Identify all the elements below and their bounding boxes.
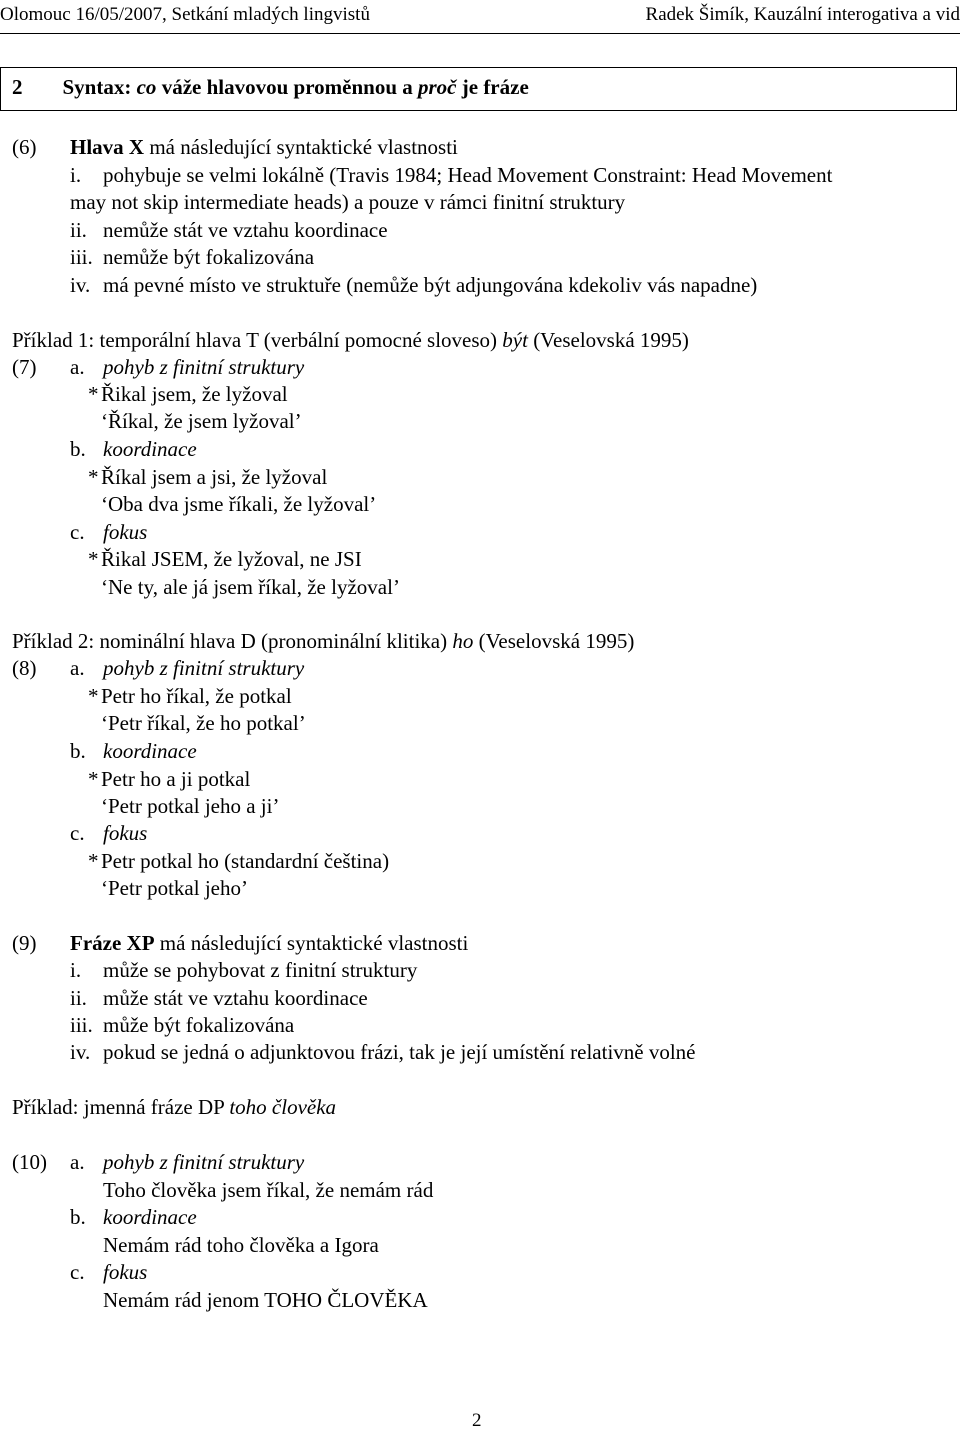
ex6-heading: Hlava X má následující syntaktické vlastnosti [70, 135, 458, 159]
section-number: 2 [12, 75, 23, 99]
example-number-10: (10) [12, 1150, 47, 1174]
example-intro-2: Příklad 2: nominální hlava D (pronominální klitika) ho (Veselovská 1995) [12, 629, 635, 653]
ex9-item-text: může být fokalizována [103, 1013, 295, 1037]
example-number-8: (8) [12, 656, 37, 680]
ex6-item-text: má pevné místo ve struktuře (nemůže být adjungována kdekoliv vás napadne) [103, 273, 758, 297]
section-heading: 2 Syntax: co váže hlavovou proměnnou a proč je fráze [12, 75, 529, 99]
ex8-b-paraphrase: ‘Petr potkal jeho a ji’ [101, 794, 280, 818]
ex8-c-paraphrase: ‘Petr potkal jeho’ [101, 876, 248, 900]
ex9-item-text: může se pohybovat z finitní struktury [103, 958, 418, 982]
ex10-a-label: a. [70, 1150, 85, 1174]
ex9-item-label: iv. [70, 1040, 91, 1064]
running-header-left: Olomouc 16/05/2007, Setkání mladých lingvistů [0, 4, 370, 25]
ex10-a-title: pohyb z finitní struktury [103, 1150, 305, 1174]
ex8-b-label: b. [70, 739, 86, 763]
ex6-item-text: may not skip intermediate heads) a pouze v rámci finitní struktury [70, 190, 626, 214]
ex7-c-ungrammatical: * Řikal JSEM, že lyžoval, ne JSI [88, 547, 362, 571]
ex8-a-ungrammatical: * Petr ho říkal, že potkal [88, 684, 292, 708]
ex10-c-sentence: Nemám rád jenom TOHO ČLOVĚKA [103, 1288, 428, 1312]
ex10-c-title: fokus [103, 1260, 148, 1284]
ex9-item-text: pokud se jedná o adjunktovou frázi, tak je její umístění relativně volné [103, 1040, 696, 1064]
ex8-b-title: koordinace [103, 739, 197, 763]
ex9-item-text: může stát ve vztahu koordinace [103, 986, 368, 1010]
ex10-c-label: c. [70, 1260, 85, 1284]
ex8-b-ungrammatical: * Petr ho a ji potkal [88, 767, 251, 791]
example-intro-1: Příklad 1: temporální hlava T (verbální pomocné sloveso) být (Veselovská 1995) [12, 328, 689, 352]
ex7-b-ungrammatical: * Říkal jsem a jsi, že lyžoval [88, 465, 328, 489]
ex6-item-text: nemůže být fokalizována [103, 245, 315, 269]
ex7-a-ungrammatical: * Řikal jsem, že lyžoval [88, 382, 288, 406]
ex10-a-sentence: Toho člověka jsem říkal, že nemám rád [103, 1178, 434, 1202]
header-rule [0, 33, 960, 34]
ex7-c-title: fokus [103, 520, 148, 544]
ex10-b-title: koordinace [103, 1205, 197, 1229]
ex9-heading: Fráze XP má následující syntaktické vlastnosti [70, 931, 469, 955]
running-header-right: Radek Šimík, Kauzální interogativa a vid [645, 4, 960, 25]
ex10-b-label: b. [70, 1205, 86, 1229]
ex9-item-label: ii. [70, 986, 87, 1010]
example-number-9: (9) [12, 931, 37, 955]
example-number-6: (6) [12, 135, 37, 159]
ex7-a-title: pohyb z finitní struktury [103, 355, 305, 379]
ex6-item-label: iv. [70, 273, 91, 297]
ex7-b-title: koordinace [103, 437, 197, 461]
ex8-a-label: a. [70, 656, 85, 680]
ex7-b-label: b. [70, 437, 86, 461]
ex8-a-title: pohyb z finitní struktury [103, 656, 305, 680]
example-number-7: (7) [12, 355, 37, 379]
example-intro-3: Příklad: jmenná fráze DP toho člověka [12, 1095, 337, 1119]
ex7-a-label: a. [70, 355, 85, 379]
ex7-b-paraphrase: ‘Oba dva jsme říkali, že lyžoval’ [101, 492, 377, 516]
ex7-c-paraphrase: ‘Ne ty, ale já jsem říkal, že lyžoval’ [101, 575, 400, 599]
ex7-c-label: c. [70, 520, 85, 544]
ex8-c-label: c. [70, 821, 85, 845]
ex10-b-sentence: Nemám rád toho člověka a Igora [103, 1233, 379, 1257]
page-number: 2 [472, 1410, 482, 1431]
ex8-a-paraphrase: ‘Petr říkal, že ho potkal’ [101, 711, 306, 735]
ex9-item-label: i. [70, 958, 82, 982]
ex6-item-label: iii. [70, 245, 93, 269]
ex8-c-title: fokus [103, 821, 148, 845]
ex8-c-ungrammatical: * Petr potkal ho (standardní čeština) [88, 849, 390, 873]
ex6-item-label: i. [70, 163, 82, 187]
ex6-item-text: pohybuje se velmi lokálně (Travis 1984; Head Movement Constraint: Head Movement [103, 163, 833, 187]
ex6-item-text: nemůže stát ve vztahu koordinace [103, 218, 388, 242]
ex6-item-label: ii. [70, 218, 87, 242]
ex7-a-paraphrase: ‘Říkal, že jsem lyžoval’ [101, 409, 302, 433]
ex9-item-label: iii. [70, 1013, 93, 1037]
